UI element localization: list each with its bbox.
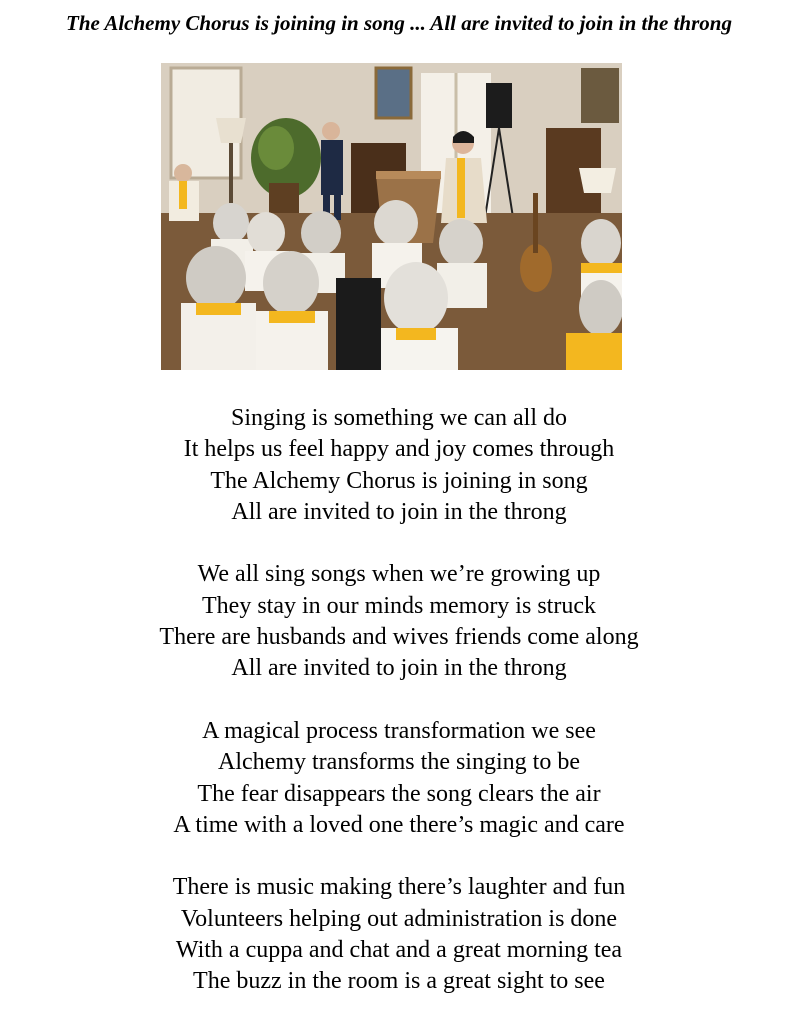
painting-right <box>581 68 619 123</box>
speaker <box>486 83 512 128</box>
standing-person <box>322 122 340 140</box>
poem-line: All are invited to join in the throng <box>231 655 567 682</box>
audience-member <box>174 164 192 182</box>
poem-line: A magical process transformation we see <box>202 717 596 744</box>
poem-line: All are invited to join in the throng <box>231 498 567 525</box>
stanza-2 <box>0 559 798 684</box>
poem-line: The fear disappears the song clears the air <box>197 780 601 807</box>
poem-line: Volunteers helping out administration is done <box>180 905 618 932</box>
chorus-photo <box>161 63 622 370</box>
poem-line: It helps us feel happy and joy comes through <box>183 436 615 463</box>
lamp-left <box>216 118 246 143</box>
poem-line: We all sing songs when we’re growing up <box>197 561 601 588</box>
poem-line: The buzz in the room is a great sight to see <box>193 968 605 995</box>
painting <box>376 68 411 118</box>
poem-line: The Alchemy Chorus is joining in song <box>210 467 588 494</box>
stanza-1 <box>0 403 798 528</box>
stanza-3 <box>0 716 798 841</box>
poem-line: A time with a loved one there’s magic and care <box>173 811 625 838</box>
poem-line: Singing is something we can all do <box>231 405 567 431</box>
poem-line: With a cuppa and chat and a great morning tea <box>175 937 623 964</box>
poem-line: Alchemy transforms the singing to be <box>218 749 580 776</box>
chorus-photo-illustration <box>161 63 622 370</box>
poem <box>0 403 798 998</box>
page-title: The Alchemy Chorus is joining in song ... All are invited to join in the throng <box>66 11 732 35</box>
stanza-4 <box>0 872 798 997</box>
poem-line: They stay in our minds memory is struck <box>202 592 596 619</box>
poem-line: There is music making there’s laughter and fun <box>172 874 626 901</box>
poem-line: There are husbands and wives friends come along <box>159 624 639 651</box>
lamp-right <box>579 168 616 193</box>
